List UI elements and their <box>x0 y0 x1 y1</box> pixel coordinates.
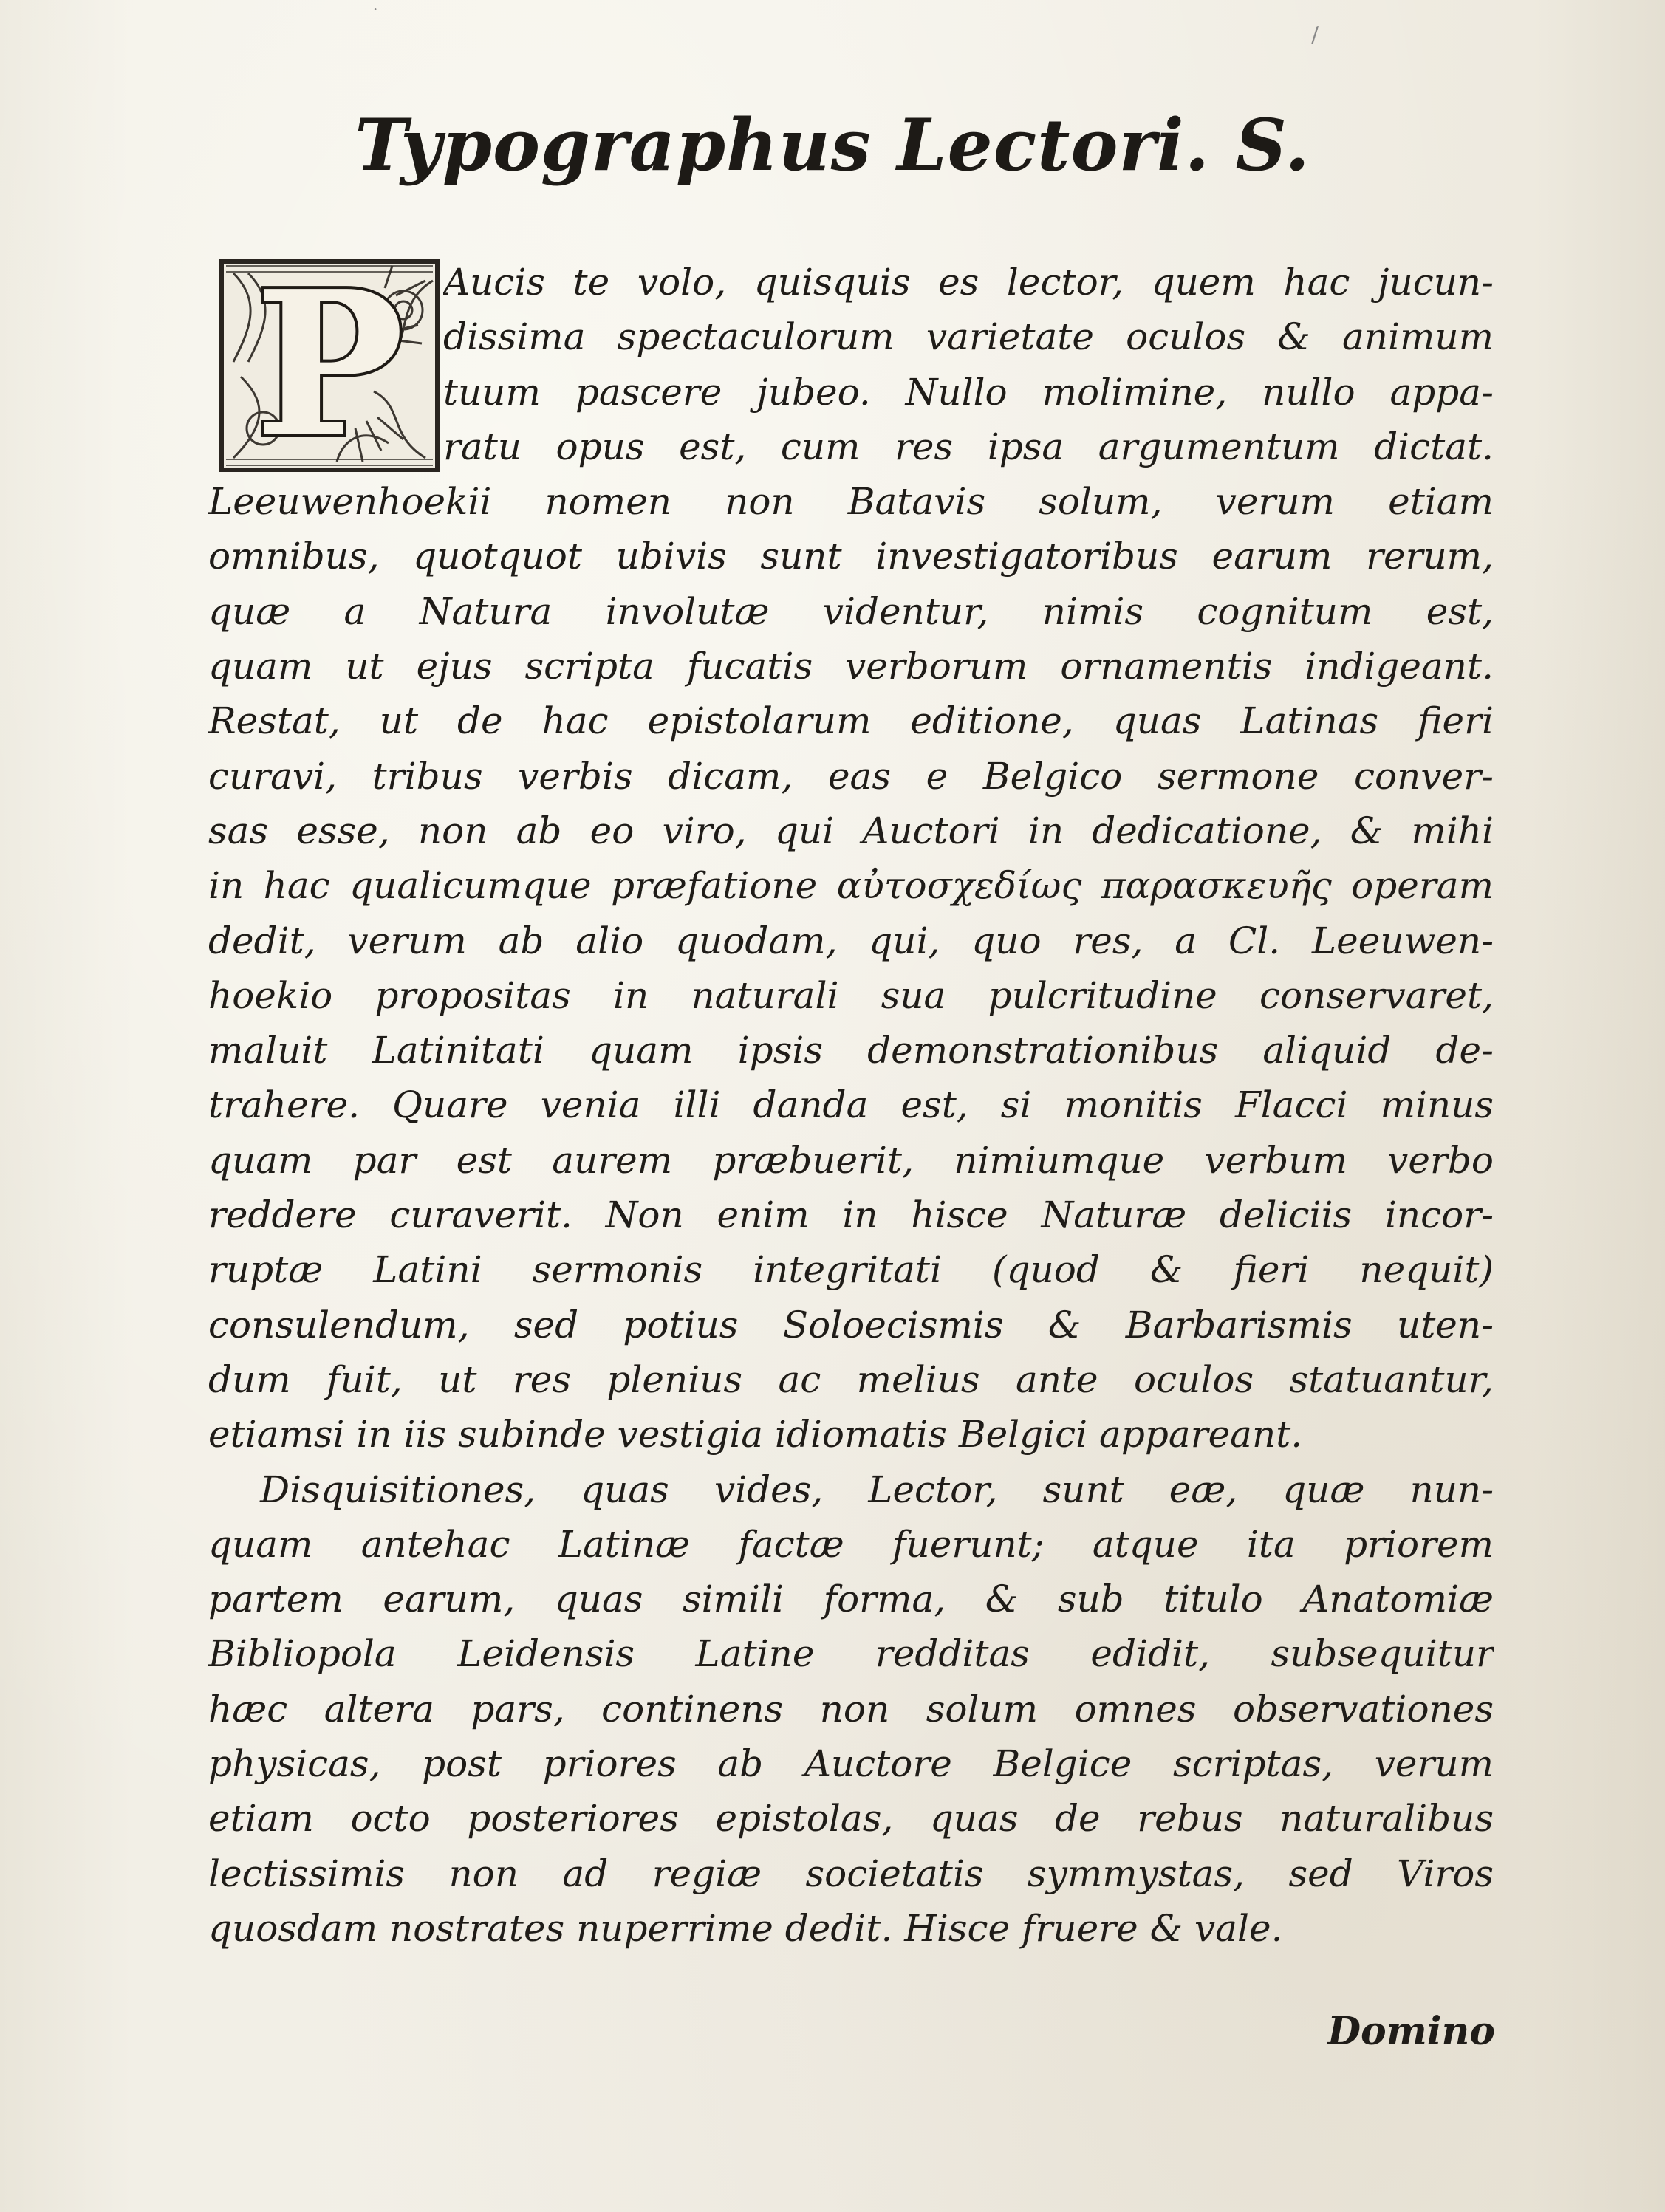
text-line: etiam octo posteriores epistolas, quas de rebus naturalibus <box>208 1797 1494 1841</box>
text-line: Disquisitiones, quas vides, Lector, sunt eæ, quæ nun- <box>260 1468 1494 1511</box>
text-line: quam par est aurem præbuerit, nimiumque verbum verbo <box>208 1138 1494 1182</box>
paragraph-2 <box>208 1462 1494 1956</box>
text-line: curavi, tribus verbis dicam, eas e Belgico sermone conver- <box>208 754 1494 798</box>
paragraph-1 <box>208 255 1494 1462</box>
text-line: lectissimis non ad regiæ societatis symmystas, sed Viros <box>208 1852 1494 1895</box>
page-speck: / <box>1311 22 1319 48</box>
text-line: reddere curaverit. Non enim in hisce Naturæ deliciis incor- <box>208 1194 1494 1237</box>
text-line: dedit, verum ab alio quodam, qui, quo res, a Cl. Leeuwen- <box>208 919 1494 962</box>
drop-cap-letter: P <box>254 258 405 473</box>
text-line: hoekio propositas in naturali sua pulcritudine conservaret, <box>208 973 1494 1017</box>
text-line: partem earum, quas simili forma, & sub titulo Anatomiæ <box>208 1578 1494 1621</box>
text-line: quæ a Natura involutæ videntur, nimis cognitum est, <box>208 589 1494 633</box>
text-line: dum fuit, ut res plenius ac melius ante oculos statuantur, <box>208 1357 1494 1401</box>
text-line: ratu opus est, cum res ipsa argumentum dictat. <box>443 425 1494 468</box>
text-line: dissima spectaculorum varietate oculos & animum <box>443 315 1494 359</box>
text-line: Leeuwenhoekii nomen non Batavis solum, verum etiam <box>208 480 1494 524</box>
text-line: hæc altera pars, continens non solum omnes observationes <box>208 1687 1494 1730</box>
page-speck: · <box>373 0 378 18</box>
text-line: quam antehac Latinæ factæ fuerunt; atque ita priorem <box>208 1522 1494 1566</box>
text-line: Aucis te volo, quisquis es lector, quem hac jucun- <box>443 261 1494 304</box>
text-line: consulendum, sed potius Soloecismis & Barbarismis uten- <box>208 1303 1494 1346</box>
text-line: ruptæ Latini sermonis integritati (quod & fieri nequit) <box>208 1248 1494 1292</box>
text-line: trahere. Quare venia illi danda est, si monitis Flacci minus <box>208 1083 1494 1127</box>
text-line: Restat, ut de hac epistolarum editione, quas Latinas fieri <box>208 699 1494 743</box>
text-line: maluit Latinitati quam ipsis demonstrationibus aliquid de- <box>208 1029 1494 1072</box>
text-line: physicas, post priores ab Auctore Belgice scriptas, verum <box>208 1742 1494 1786</box>
text-line: Bibliopola Leidensis Latine redditas edidit, subsequitur <box>208 1632 1494 1676</box>
catchword: Domino <box>1327 2009 1495 2054</box>
text-line: in hac qualicumque præfatione αὐτοσχεδίως παρασκευῆς operam <box>208 864 1494 908</box>
text-line: quosdam nostrates nuperrime dedit. Hisce fruere & vale. <box>208 1906 1283 1950</box>
text-line: omnibus, quotquot ubivis sunt investigatoribus earum rerum, <box>208 535 1494 578</box>
body-text <box>208 255 1494 1956</box>
text-line: etiamsi in iis subinde vestigia idiomatis Belgici appareant. <box>208 1413 1303 1456</box>
text-line: quam ut ejus scripta fucatis verborum ornamentis indigeant. <box>208 645 1494 688</box>
text-line: sas esse, non ab eo viro, qui Auctori in dedicatione, & mihi <box>208 809 1494 852</box>
text-line: tuum pascere jubeo. Nullo molimine, nullo appa- <box>443 370 1494 414</box>
page-title: Typographus Lectori. S. <box>355 103 1310 187</box>
